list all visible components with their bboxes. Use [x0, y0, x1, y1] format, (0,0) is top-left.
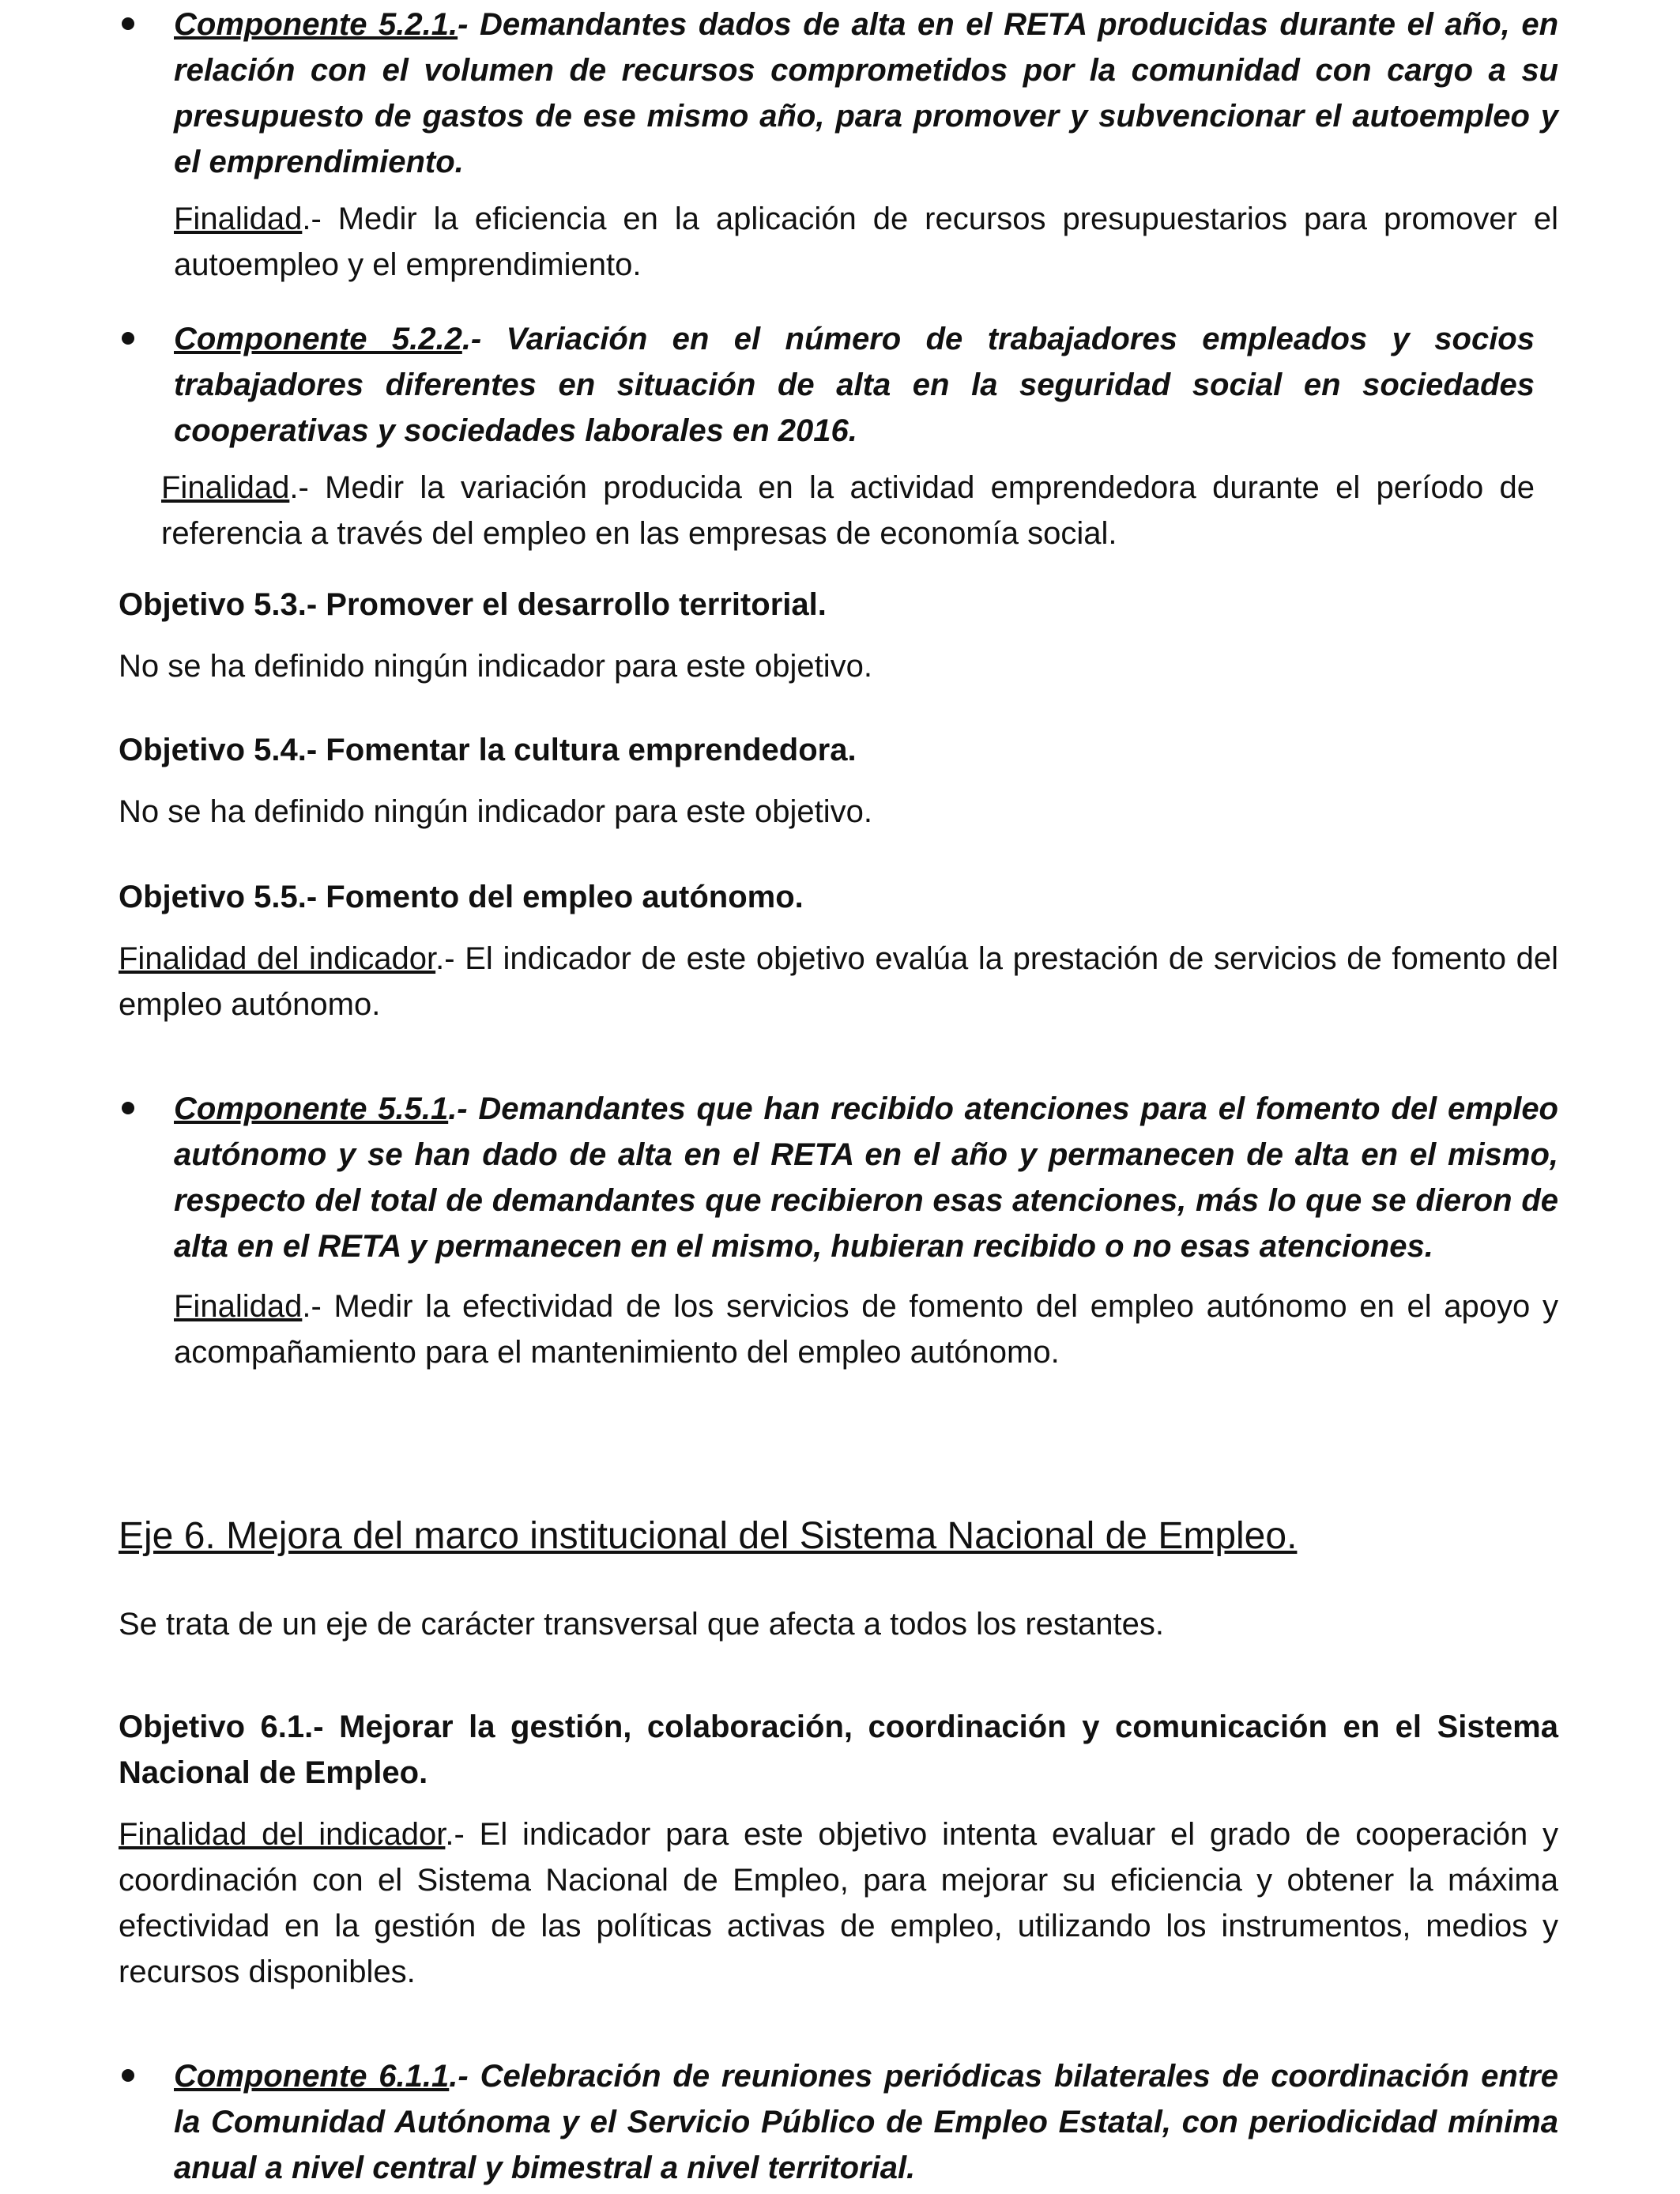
- finalidad-text: .- El indicador para este objetivo intenta evaluar el grado de cooperación y coordinación con el Sistema Nacional de Empleo, para mejorar su eficiencia y obtener la máxima efectividad en la gestión de las políticas activas de empleo, utilizando los instrumentos, medios y recursos disponibles.: [119, 1817, 1558, 1989]
- finalidad-text: .- Medir la efectividad de los servicios de fomento del empleo autónomo en el apoyo y acompañamiento para el mantenimiento del empleo autónomo.: [174, 1289, 1558, 1370]
- bullet-item: [119, 2, 1558, 288]
- finalidad-label: Finalidad: [174, 202, 303, 236]
- bullet-icon: [122, 1102, 134, 1114]
- component-ref: Componente 6.1.1: [174, 2059, 450, 2094]
- finalidad: [161, 465, 1535, 556]
- objetivo-6-1: [119, 1704, 1558, 1995]
- bullet-item: [119, 316, 1558, 454]
- objetivo-text: No se ha definido ningún indicador para este objetivo.: [119, 794, 872, 829]
- finalidad-text: .- Medir la variación producida en la actividad emprendedora durante el período de referencia a través del empleo en las empresas de economía social.: [161, 470, 1535, 551]
- bullet-item: [119, 2053, 1558, 2191]
- component-text: .- Demandantes que han recibido atenciones para el fomento del empleo autónomo y se han dado de alta en el RETA en el año y permanecen de alta en el mismo, respecto del total de demandantes que recibieron esas atenciones, más lo que se dieron de alta en el RETA y permanecen en el mismo, hubieran recibido o no esas atenciones.: [174, 1091, 1558, 1264]
- component-5-2-2: [119, 316, 1558, 556]
- finalidad-label: Finalidad: [161, 470, 290, 505]
- finalidad: [174, 1284, 1558, 1375]
- bullet-icon: [122, 332, 134, 345]
- objetivo-text: No se ha definido ningún indicador para este objetivo.: [119, 649, 872, 684]
- finalidad-label: Finalidad: [174, 1289, 303, 1324]
- bullet-item: [119, 1086, 1558, 1375]
- component-title: [174, 316, 1535, 454]
- objetivo-title: Objetivo 5.3.- Promover el desarrollo territorial.: [119, 587, 827, 622]
- component-5-2-1: [119, 2, 1558, 288]
- component-ref: Componente 5.2.2: [174, 322, 462, 356]
- component-text: .- Variación en el número de trabajadores empleados y socios trabajadores diferentes en situación de alta en la seguridad social en sociedades cooperativas y sociedades laborales en 2016.: [174, 322, 1535, 448]
- objetivo-5-3: [119, 582, 1558, 689]
- objetivo-5-5: [119, 874, 1558, 1027]
- eje-6: [119, 1513, 1558, 1647]
- component-5-5-1: [119, 1086, 1558, 1375]
- finalidad: [119, 1811, 1558, 1995]
- component-6-1-1: [119, 2053, 1558, 2191]
- objetivo-5-4: [119, 727, 1558, 835]
- component-ref: Componente 5.5.1: [174, 1091, 449, 1126]
- component-ref: Componente 5.2.1.: [174, 7, 458, 42]
- section-intro: Se trata de un eje de carácter transversal que afecta a todos los restantes.: [119, 1607, 1164, 1642]
- bullet-icon: [122, 17, 134, 30]
- finalidad-label: Finalidad del indicador: [119, 941, 436, 976]
- finalidad: [119, 936, 1558, 1027]
- bullet-icon: [122, 2069, 134, 2082]
- finalidad-text: .- Medir la eficiencia en la aplicación de recursos presupuestarios para promover el autoempleo y el emprendimiento.: [174, 202, 1558, 282]
- finalidad-text: .- El indicador de este objetivo evalúa la prestación de servicios de fomento del empleo autónomo.: [119, 941, 1558, 1022]
- objetivo-title: Objetivo 5.5.- Fomento del empleo autónomo.: [119, 880, 804, 914]
- component-text: .- Celebración de reuniones periódicas bilaterales de coordinación entre la Comunidad Autónoma y el Servicio Público de Empleo Estatal, con periodicidad mínima anual a nivel central y bimestral a nivel territorial.: [174, 2059, 1558, 2185]
- section-heading: Eje 6. Mejora del marco institucional del Sistema Nacional de Empleo.: [119, 1515, 1298, 1557]
- objetivo-title: Objetivo 6.1.- Mejorar la gestión, colaboración, coordinación y comunicación en el Sistema Nacional de Empleo.: [119, 1710, 1558, 1790]
- component-title: [174, 1086, 1558, 1269]
- component-title: [174, 2053, 1558, 2191]
- objetivo-title: Objetivo 5.4.- Fomentar la cultura emprendedora.: [119, 733, 857, 767]
- finalidad-label: Finalidad del indicador: [119, 1817, 446, 1852]
- finalidad: [174, 196, 1558, 288]
- component-text: - Demandantes dados de alta en el RETA producidas durante el año, en relación con el volumen de recursos comprometidos por la comunidad con cargo a su presupuesto de gastos de ese mismo año, para promover y subvencionar el autoempleo y el emprendimiento.: [174, 7, 1559, 179]
- component-title: [174, 2, 1558, 185]
